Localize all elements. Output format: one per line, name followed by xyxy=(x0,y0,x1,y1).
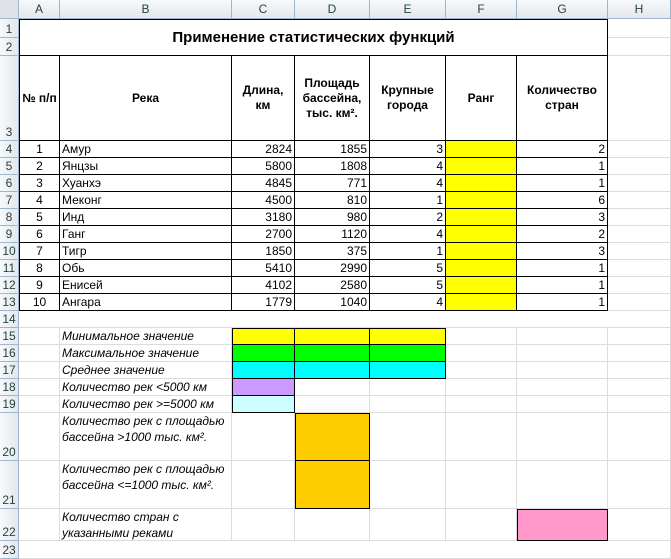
cell-countries[interactable]: 6 xyxy=(517,192,608,209)
row-header[interactable] xyxy=(0,38,19,56)
cell-area[interactable]: 1808 xyxy=(295,158,370,175)
grid-cell[interactable] xyxy=(608,277,671,294)
row-header[interactable] xyxy=(0,260,19,277)
grid-cell[interactable] xyxy=(517,379,608,396)
cell-countries[interactable]: 1 xyxy=(517,158,608,175)
header-rank-text: Ранг xyxy=(467,90,495,105)
row-number: 9 xyxy=(5,227,13,241)
cell-cities[interactable]: 1 xyxy=(370,192,446,209)
header-cities-text: Крупные города xyxy=(381,83,434,112)
row-number: 18 xyxy=(2,380,16,394)
header-length[interactable] xyxy=(232,56,295,141)
row-header[interactable] xyxy=(0,461,19,509)
stat-label-area-le[interactable]: Количество рек с площадью бассейна <=1000 тыс. км². xyxy=(60,461,232,509)
grid-cell[interactable] xyxy=(608,328,671,345)
cell-cities[interactable]: 4 xyxy=(370,175,446,192)
grid-cell[interactable] xyxy=(608,141,671,158)
row-header[interactable] xyxy=(0,311,19,328)
header-countries-text: Количество стран xyxy=(527,83,597,112)
cell-length[interactable]: 2700 xyxy=(232,226,295,243)
row-number: 14 xyxy=(2,312,16,326)
grid-cell[interactable] xyxy=(446,413,517,461)
cell-num[interactable]: 7 xyxy=(19,243,60,260)
grid-cell[interactable] xyxy=(517,413,608,461)
cell-rank[interactable] xyxy=(446,158,517,175)
cell-cities[interactable]: 1 xyxy=(370,243,446,260)
cell-rank[interactable] xyxy=(446,192,517,209)
row-number: 5 xyxy=(5,159,13,173)
row-number: 4 xyxy=(5,142,13,156)
row-header[interactable] xyxy=(0,192,19,209)
cell-area[interactable]: 375 xyxy=(295,243,370,260)
grid-cell[interactable] xyxy=(446,362,517,379)
cell-cities[interactable]: 2 xyxy=(370,209,446,226)
stat-min-cities[interactable] xyxy=(370,328,446,345)
grid-cell[interactable] xyxy=(19,379,60,396)
cell-area[interactable]: 980 xyxy=(295,209,370,226)
stat-area-gt-value[interactable] xyxy=(295,413,370,461)
stat-avg-cities[interactable] xyxy=(370,362,446,379)
cell-area[interactable]: 810 xyxy=(295,192,370,209)
cell-area[interactable]: 2990 xyxy=(295,260,370,277)
grid-cell[interactable] xyxy=(370,379,446,396)
grid-cell[interactable] xyxy=(232,461,295,509)
cell-area[interactable]: 1855 xyxy=(295,141,370,158)
grid-cell[interactable] xyxy=(446,396,517,413)
cell-countries[interactable]: 1 xyxy=(517,175,608,192)
grid-cell[interactable] xyxy=(608,192,671,209)
column-header-h[interactable]: H xyxy=(608,0,671,19)
column-header-b[interactable]: B xyxy=(60,0,232,19)
row-header[interactable] xyxy=(0,175,19,192)
stat-avg-length[interactable] xyxy=(232,362,295,379)
cell-num[interactable]: 9 xyxy=(19,277,60,294)
row-number: 15 xyxy=(2,329,16,343)
cell-length[interactable]: 5410 xyxy=(232,260,295,277)
cell-river[interactable]: Ангара xyxy=(60,294,232,311)
stat-label-max[interactable]: Максимальное значение xyxy=(60,345,232,362)
stat-max-area[interactable] xyxy=(295,345,370,362)
cell-river[interactable]: Инд xyxy=(60,209,232,226)
grid-cell[interactable] xyxy=(608,226,671,243)
title-text: Применение статистических функций xyxy=(172,29,455,46)
row-header[interactable] xyxy=(0,362,19,379)
row-number: 16 xyxy=(2,346,16,360)
grid-cell[interactable] xyxy=(517,345,608,362)
cell-rank[interactable] xyxy=(446,277,517,294)
row-number: 6 xyxy=(5,176,13,190)
header-area-text: Площадь бассейна, тыс. км². xyxy=(302,75,362,120)
stat-ge5000-value[interactable] xyxy=(232,396,295,413)
cell-num[interactable]: 6 xyxy=(19,226,60,243)
grid-cell[interactable] xyxy=(608,38,671,56)
grid-cell[interactable] xyxy=(608,461,671,509)
stat-max-length[interactable] xyxy=(232,345,295,362)
cell-length[interactable]: 4500 xyxy=(232,192,295,209)
cell-area[interactable]: 1120 xyxy=(295,226,370,243)
cell-num[interactable]: 1 xyxy=(19,141,60,158)
stat-label-ge5000[interactable]: Количество рек >=5000 км xyxy=(60,396,232,413)
grid-cell[interactable] xyxy=(608,396,671,413)
cell-length[interactable]: 4102 xyxy=(232,277,295,294)
row-number: 19 xyxy=(2,397,16,411)
cell-rank[interactable] xyxy=(446,175,517,192)
grid-cell[interactable] xyxy=(19,509,60,541)
select-all-corner[interactable] xyxy=(0,0,19,19)
row-header[interactable] xyxy=(0,243,19,260)
cell-rank[interactable] xyxy=(446,226,517,243)
stat-label-area-gt[interactable]: Количество рек с площадью бассейна >1000 тыс. км². xyxy=(60,413,232,461)
cell-length[interactable]: 2824 xyxy=(232,141,295,158)
header-rank[interactable] xyxy=(446,56,517,141)
sheet-title[interactable] xyxy=(19,19,608,56)
cell-countries[interactable]: 2 xyxy=(517,141,608,158)
cell-cities[interactable]: 3 xyxy=(370,141,446,158)
grid-cell[interactable] xyxy=(608,413,671,461)
cell-rank[interactable] xyxy=(446,209,517,226)
cell-river[interactable]: Тигр xyxy=(60,243,232,260)
row-number: 22 xyxy=(2,525,16,539)
row-number: 13 xyxy=(2,295,16,309)
header-cities[interactable] xyxy=(370,56,446,141)
grid-cell[interactable] xyxy=(295,509,370,541)
grid-cell[interactable] xyxy=(295,379,370,396)
cell-river[interactable]: Меконг xyxy=(60,192,232,209)
stat-label-min[interactable]: Минимальное значение xyxy=(60,328,232,345)
cell-cities[interactable]: 5 xyxy=(370,260,446,277)
stat-label-countries[interactable]: Количество стран с указанными реками xyxy=(60,509,232,541)
row-header[interactable] xyxy=(0,379,19,396)
row-number: 8 xyxy=(5,210,13,224)
grid-cell[interactable] xyxy=(19,328,60,345)
grid-cell[interactable] xyxy=(517,396,608,413)
cell-river[interactable]: Енисей xyxy=(60,277,232,294)
stat-label-lt5000[interactable]: Количество рек <5000 км xyxy=(60,379,232,396)
grid-cell[interactable] xyxy=(608,260,671,277)
row-number: 7 xyxy=(5,193,13,207)
grid-cell[interactable] xyxy=(295,396,370,413)
row-header[interactable] xyxy=(0,541,19,559)
cell-cities[interactable]: 4 xyxy=(370,294,446,311)
header-river[interactable] xyxy=(60,56,232,141)
grid-cell[interactable] xyxy=(608,345,671,362)
cell-cities[interactable]: 5 xyxy=(370,277,446,294)
empty-row-14[interactable] xyxy=(19,311,671,328)
cell-area[interactable]: 2580 xyxy=(295,277,370,294)
row-number: 17 xyxy=(2,363,16,377)
row-header[interactable] xyxy=(0,56,19,141)
grid-cell[interactable] xyxy=(370,396,446,413)
row-header[interactable] xyxy=(0,19,19,38)
grid-cell[interactable] xyxy=(446,328,517,345)
cell-length[interactable]: 3180 xyxy=(232,209,295,226)
grid-cell[interactable] xyxy=(446,379,517,396)
grid-cell[interactable] xyxy=(517,328,608,345)
cell-countries[interactable]: 3 xyxy=(517,209,608,226)
stat-countries-value[interactable] xyxy=(517,509,608,541)
cell-rank[interactable] xyxy=(446,294,517,311)
grid-cell[interactable] xyxy=(446,345,517,362)
row-number: 10 xyxy=(2,244,16,258)
grid-cell[interactable] xyxy=(608,158,671,175)
row-header[interactable] xyxy=(0,226,19,243)
row-header[interactable] xyxy=(0,294,19,311)
column-header-a[interactable]: A xyxy=(19,0,60,19)
stat-avg-area[interactable] xyxy=(295,362,370,379)
cell-countries[interactable]: 3 xyxy=(517,243,608,260)
cell-length[interactable]: 5800 xyxy=(232,158,295,175)
cell-river[interactable]: Хуанхэ xyxy=(60,175,232,192)
grid-cell[interactable] xyxy=(446,461,517,509)
grid-cell[interactable] xyxy=(517,362,608,379)
empty-row-23[interactable] xyxy=(19,541,671,559)
row-header[interactable] xyxy=(0,209,19,226)
row-number: 1 xyxy=(5,22,13,36)
column-header-g[interactable]: G xyxy=(517,0,608,19)
stat-min-length[interactable] xyxy=(232,328,295,345)
header-num-text: № п/п xyxy=(22,90,57,105)
grid-cell[interactable] xyxy=(232,413,295,461)
grid-cell[interactable] xyxy=(608,294,671,311)
grid-cell[interactable] xyxy=(608,509,671,541)
header-countries[interactable] xyxy=(517,56,608,141)
cell-rank[interactable] xyxy=(446,141,517,158)
cell-river[interactable]: Янцзы xyxy=(60,158,232,175)
grid-cell[interactable] xyxy=(370,461,446,509)
cell-num[interactable]: 10 xyxy=(19,294,60,311)
grid-cell[interactable] xyxy=(517,461,608,509)
column-header-f[interactable]: F xyxy=(446,0,517,19)
cell-num[interactable]: 5 xyxy=(19,209,60,226)
grid-cell[interactable] xyxy=(19,396,60,413)
cell-num[interactable]: 8 xyxy=(19,260,60,277)
cell-countries[interactable]: 1 xyxy=(517,277,608,294)
cell-countries[interactable]: 1 xyxy=(517,260,608,277)
column-header-d[interactable]: D xyxy=(295,0,370,19)
cell-river[interactable]: Амур xyxy=(60,141,232,158)
grid-cell[interactable] xyxy=(608,56,671,141)
stat-label-avg[interactable]: Среднее значение xyxy=(60,362,232,379)
grid-cell[interactable] xyxy=(19,362,60,379)
grid-cell[interactable] xyxy=(608,209,671,226)
cell-length[interactable]: 4845 xyxy=(232,175,295,192)
grid-cell[interactable] xyxy=(608,243,671,260)
stat-min-area[interactable] xyxy=(295,328,370,345)
cell-cities[interactable]: 4 xyxy=(370,158,446,175)
row-header[interactable] xyxy=(0,413,19,461)
cell-cities[interactable]: 4 xyxy=(370,226,446,243)
column-header-e[interactable]: E xyxy=(370,0,446,19)
row-header[interactable] xyxy=(0,141,19,158)
header-num[interactable] xyxy=(19,56,60,141)
cell-rank[interactable] xyxy=(446,243,517,260)
cell-area[interactable]: 771 xyxy=(295,175,370,192)
row-header[interactable] xyxy=(0,509,19,541)
row-header[interactable] xyxy=(0,277,19,294)
header-river-text: Река xyxy=(131,90,160,105)
stat-lt5000-value[interactable] xyxy=(232,379,295,396)
grid-cell[interactable] xyxy=(232,509,295,541)
grid-cell[interactable] xyxy=(608,379,671,396)
cell-area[interactable]: 1040 xyxy=(295,294,370,311)
row-header[interactable] xyxy=(0,158,19,175)
cell-countries[interactable]: 2 xyxy=(517,226,608,243)
row-number: 12 xyxy=(2,278,16,292)
header-length-text: Длина, км xyxy=(242,83,284,112)
stat-area-le-value[interactable] xyxy=(295,461,370,509)
cell-num[interactable]: 2 xyxy=(19,158,60,175)
stat-max-cities[interactable] xyxy=(370,345,446,362)
grid-cell[interactable] xyxy=(370,509,446,541)
column-header-c[interactable]: C xyxy=(232,0,295,19)
row-number: 11 xyxy=(2,261,16,275)
grid-cell[interactable] xyxy=(19,413,60,461)
row-header[interactable] xyxy=(0,328,19,345)
grid-cell[interactable] xyxy=(446,509,517,541)
grid-cell[interactable] xyxy=(608,175,671,192)
grid-cell[interactable] xyxy=(19,345,60,362)
cell-num[interactable]: 4 xyxy=(19,192,60,209)
grid-cell[interactable] xyxy=(608,362,671,379)
row-number: 23 xyxy=(2,543,16,557)
cell-rank[interactable] xyxy=(446,260,517,277)
cell-length[interactable]: 1779 xyxy=(232,294,295,311)
cell-river[interactable]: Обь xyxy=(60,260,232,277)
header-area[interactable] xyxy=(295,56,370,141)
row-number: 21 xyxy=(2,493,16,507)
grid-cell[interactable] xyxy=(608,19,671,38)
grid-cell[interactable] xyxy=(370,413,446,461)
grid-cell[interactable] xyxy=(19,461,60,509)
row-number: 3 xyxy=(5,125,13,139)
cell-num[interactable]: 3 xyxy=(19,175,60,192)
cell-length[interactable]: 1850 xyxy=(232,243,295,260)
row-number: 20 xyxy=(2,445,16,459)
row-header[interactable] xyxy=(0,396,19,413)
row-number: 2 xyxy=(5,40,13,54)
cell-river[interactable]: Ганг xyxy=(60,226,232,243)
row-header[interactable] xyxy=(0,345,19,362)
cell-countries[interactable]: 1 xyxy=(517,294,608,311)
